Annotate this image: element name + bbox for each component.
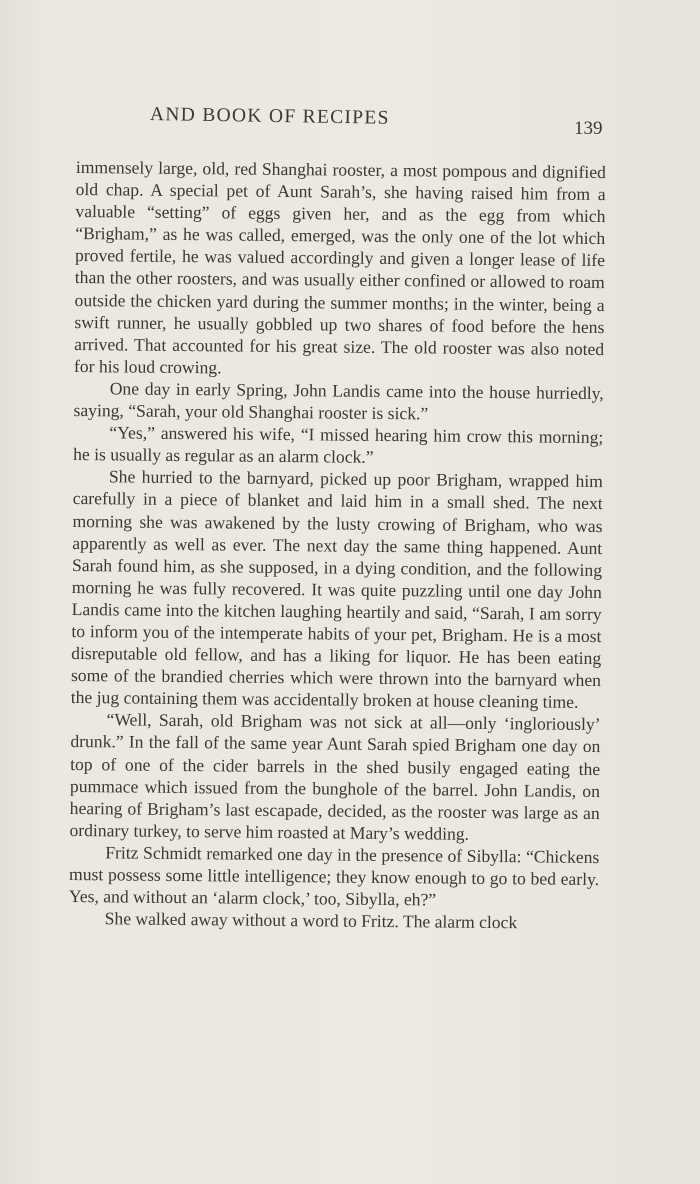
paragraph: “Well, Sarah, old Brigham was not sick at all—only ‘ingloriously’ drunk.” In the fall of the same year Aunt Sarah spied Brigham one day on top of one of the cider barrels in the shed busily engaged eating the pummace which issued from the bunghole of the barrel. John Landis, on hearing of Brigham’s last escapade, decided, as the rooster was large as an ordinary turkey, to serve him roasted at Mary’s wedding. [69, 709, 601, 844]
paragraph: Fritz Schmidt remarked one day in the presence of Sibylla: “Chickens must possess some little intelligence; they know enough to go to bed early. Yes, and without an ‘alarm clock,’ too, Sibylla, eh?” [68, 842, 600, 910]
paragraph: “Yes,” answered his wife, “I missed hearing him crow this morning; he is usually as regular as an alarm clock.” [73, 422, 604, 468]
running-head: AND BOOK OF RECIPES [149, 104, 390, 129]
paragraph: She walked away without a word to Fritz. The alarm clock [104, 908, 518, 933]
page-number: 139 [574, 118, 603, 139]
paragraph: She hurried to the barnyard, picked up poor Brigham, wrapped him carefully in a piece of blanket and laid him in a small shed. The next morning she was awakened by the lusty crowing of Brigham, who was apparently as well as ever. The next day the same thing happened. Aunt Sarah found him, as she supposed, in a dying condition, and the following morning he was fully recovered. It was quite puzzling until one day John Landis came into the kitchen laughing heartily and said, “Sarah, I am sorry to inform you of the intemperate habits of your pet, Brigham. He is a most disreputable old fellow, and has a liking for liquor. He has been eating some of the brandied cherries which were thrown into the barnyard when the jug containing them was accidentally broken at house cleaning time. [70, 466, 603, 713]
paragraph: immensely large, old, red Shanghai rooster, a most pompous and dignified old chap. A special pet of Aunt Sarah’s, she having raised him from a valuable “setting” of eggs given her, and as the egg from which “Brigham,” as he was called, emerged, was the only one of the lot which proved fertile, he was valued accordingly and given a longer lease of life than the other roosters, and was usually either confined or allowed to roam outside the chicken yard during the summer months; in the winter, being a swift runner, he usually gobbled up two shares of food before the hens arrived. That accounted for his great size. The old rooster was also noted for his loud crowing. [73, 156, 606, 378]
body-text [69, 156, 606, 934]
paragraph: One day in early Spring, John Landis came into the house hurriedly, saying, “Sarah, your old Shanghai rooster is sick.” [73, 378, 604, 424]
